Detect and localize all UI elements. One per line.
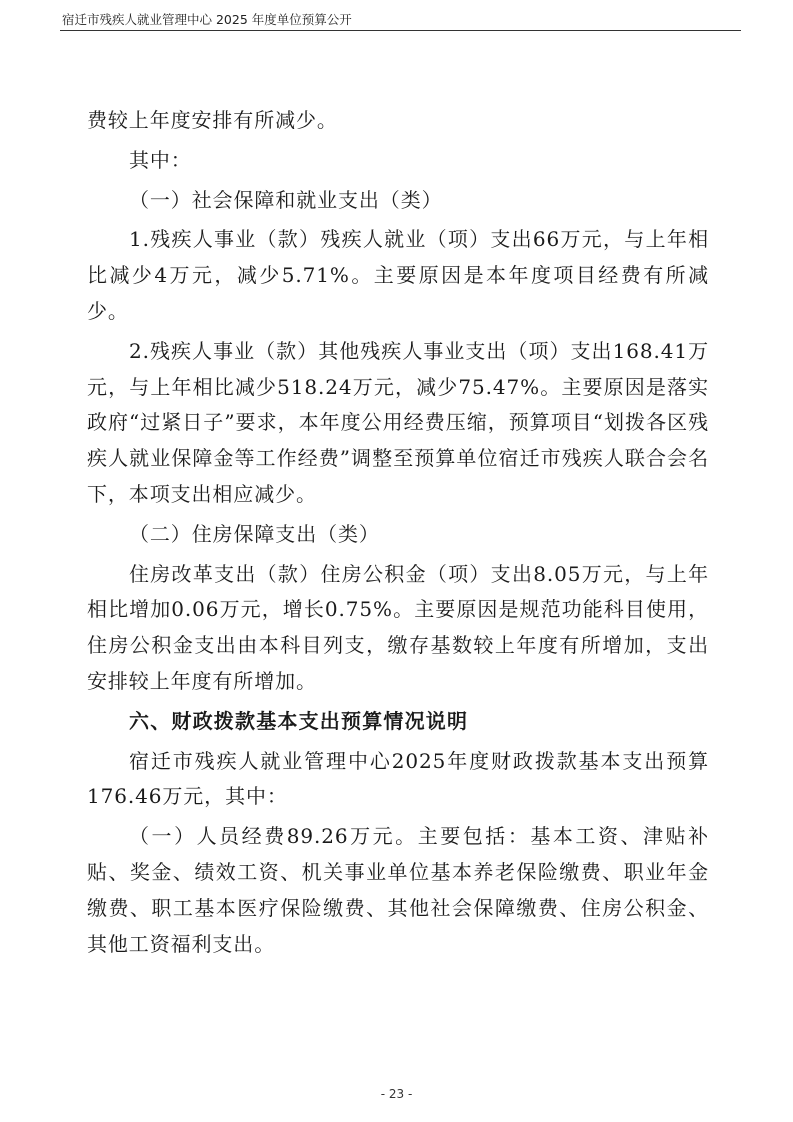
paragraph-item-1: 1.残疾人事业（款）残疾人就业（项）支出66万元，与上年相比减少4万元，减少5.71%。主要原因是本年度项目经费有所减少。 — [87, 227, 709, 323]
page-number: - 23 - — [380, 1087, 413, 1101]
paragraph-personnel-costs: （一）人员经费89.26万元。主要包括：基本工资、津贴补贴、奖金、绩效工资、机关事业单位基本养老保险缴费、职业年金缴费、职工基本医疗保险缴费、其他社会保障缴费、住房公积金、其他工资福利支出。 — [87, 824, 709, 956]
paragraph-among: 其中： — [129, 147, 192, 172]
document-body — [87, 103, 709, 962]
subheading-social-security: （一）社会保障和就业支出（类） — [129, 187, 443, 212]
paragraph-continuation: 费较上年度安排有所减少。 — [87, 108, 338, 132]
header-divider — [60, 30, 741, 31]
paragraph-item-2: 2.残疾人事业（款）其他残疾人事业支出（项）支出168.41万元，与上年相比减少518.24万元，减少75.47%。主要原因是落实政府“过紧日子”要求，本年度公用经费压缩，预算项目“划拨各区残疾人就业保障金等工作经费”调整至预算单位宿迁市残疾人联合会名下，本项支出相应减少。 — [87, 338, 709, 506]
paragraph-basic-expenditure: 宿迁市残疾人就业管理中心2025年度财政拨款基本支出预算176.46万元，其中： — [87, 748, 709, 809]
section-heading-basic-expenditure: 六、财政拨款基本支出预算情况说明 — [129, 708, 469, 733]
running-header: 宿迁市残疾人就业管理中心 2025 年度单位预算公开 — [62, 12, 352, 27]
paragraph-housing-fund: 住房改革支出（款）住房公积金（项）支出8.05万元，与上年相比增加0.06万元，增长0.75%。主要原因是规范功能科目使用，住房公积金支出由本科目列支，缴存基数较上年度有所增加，支出安排较上年度有所增加。 — [87, 561, 709, 693]
subheading-housing: （二）住房保障支出（类） — [129, 521, 380, 546]
